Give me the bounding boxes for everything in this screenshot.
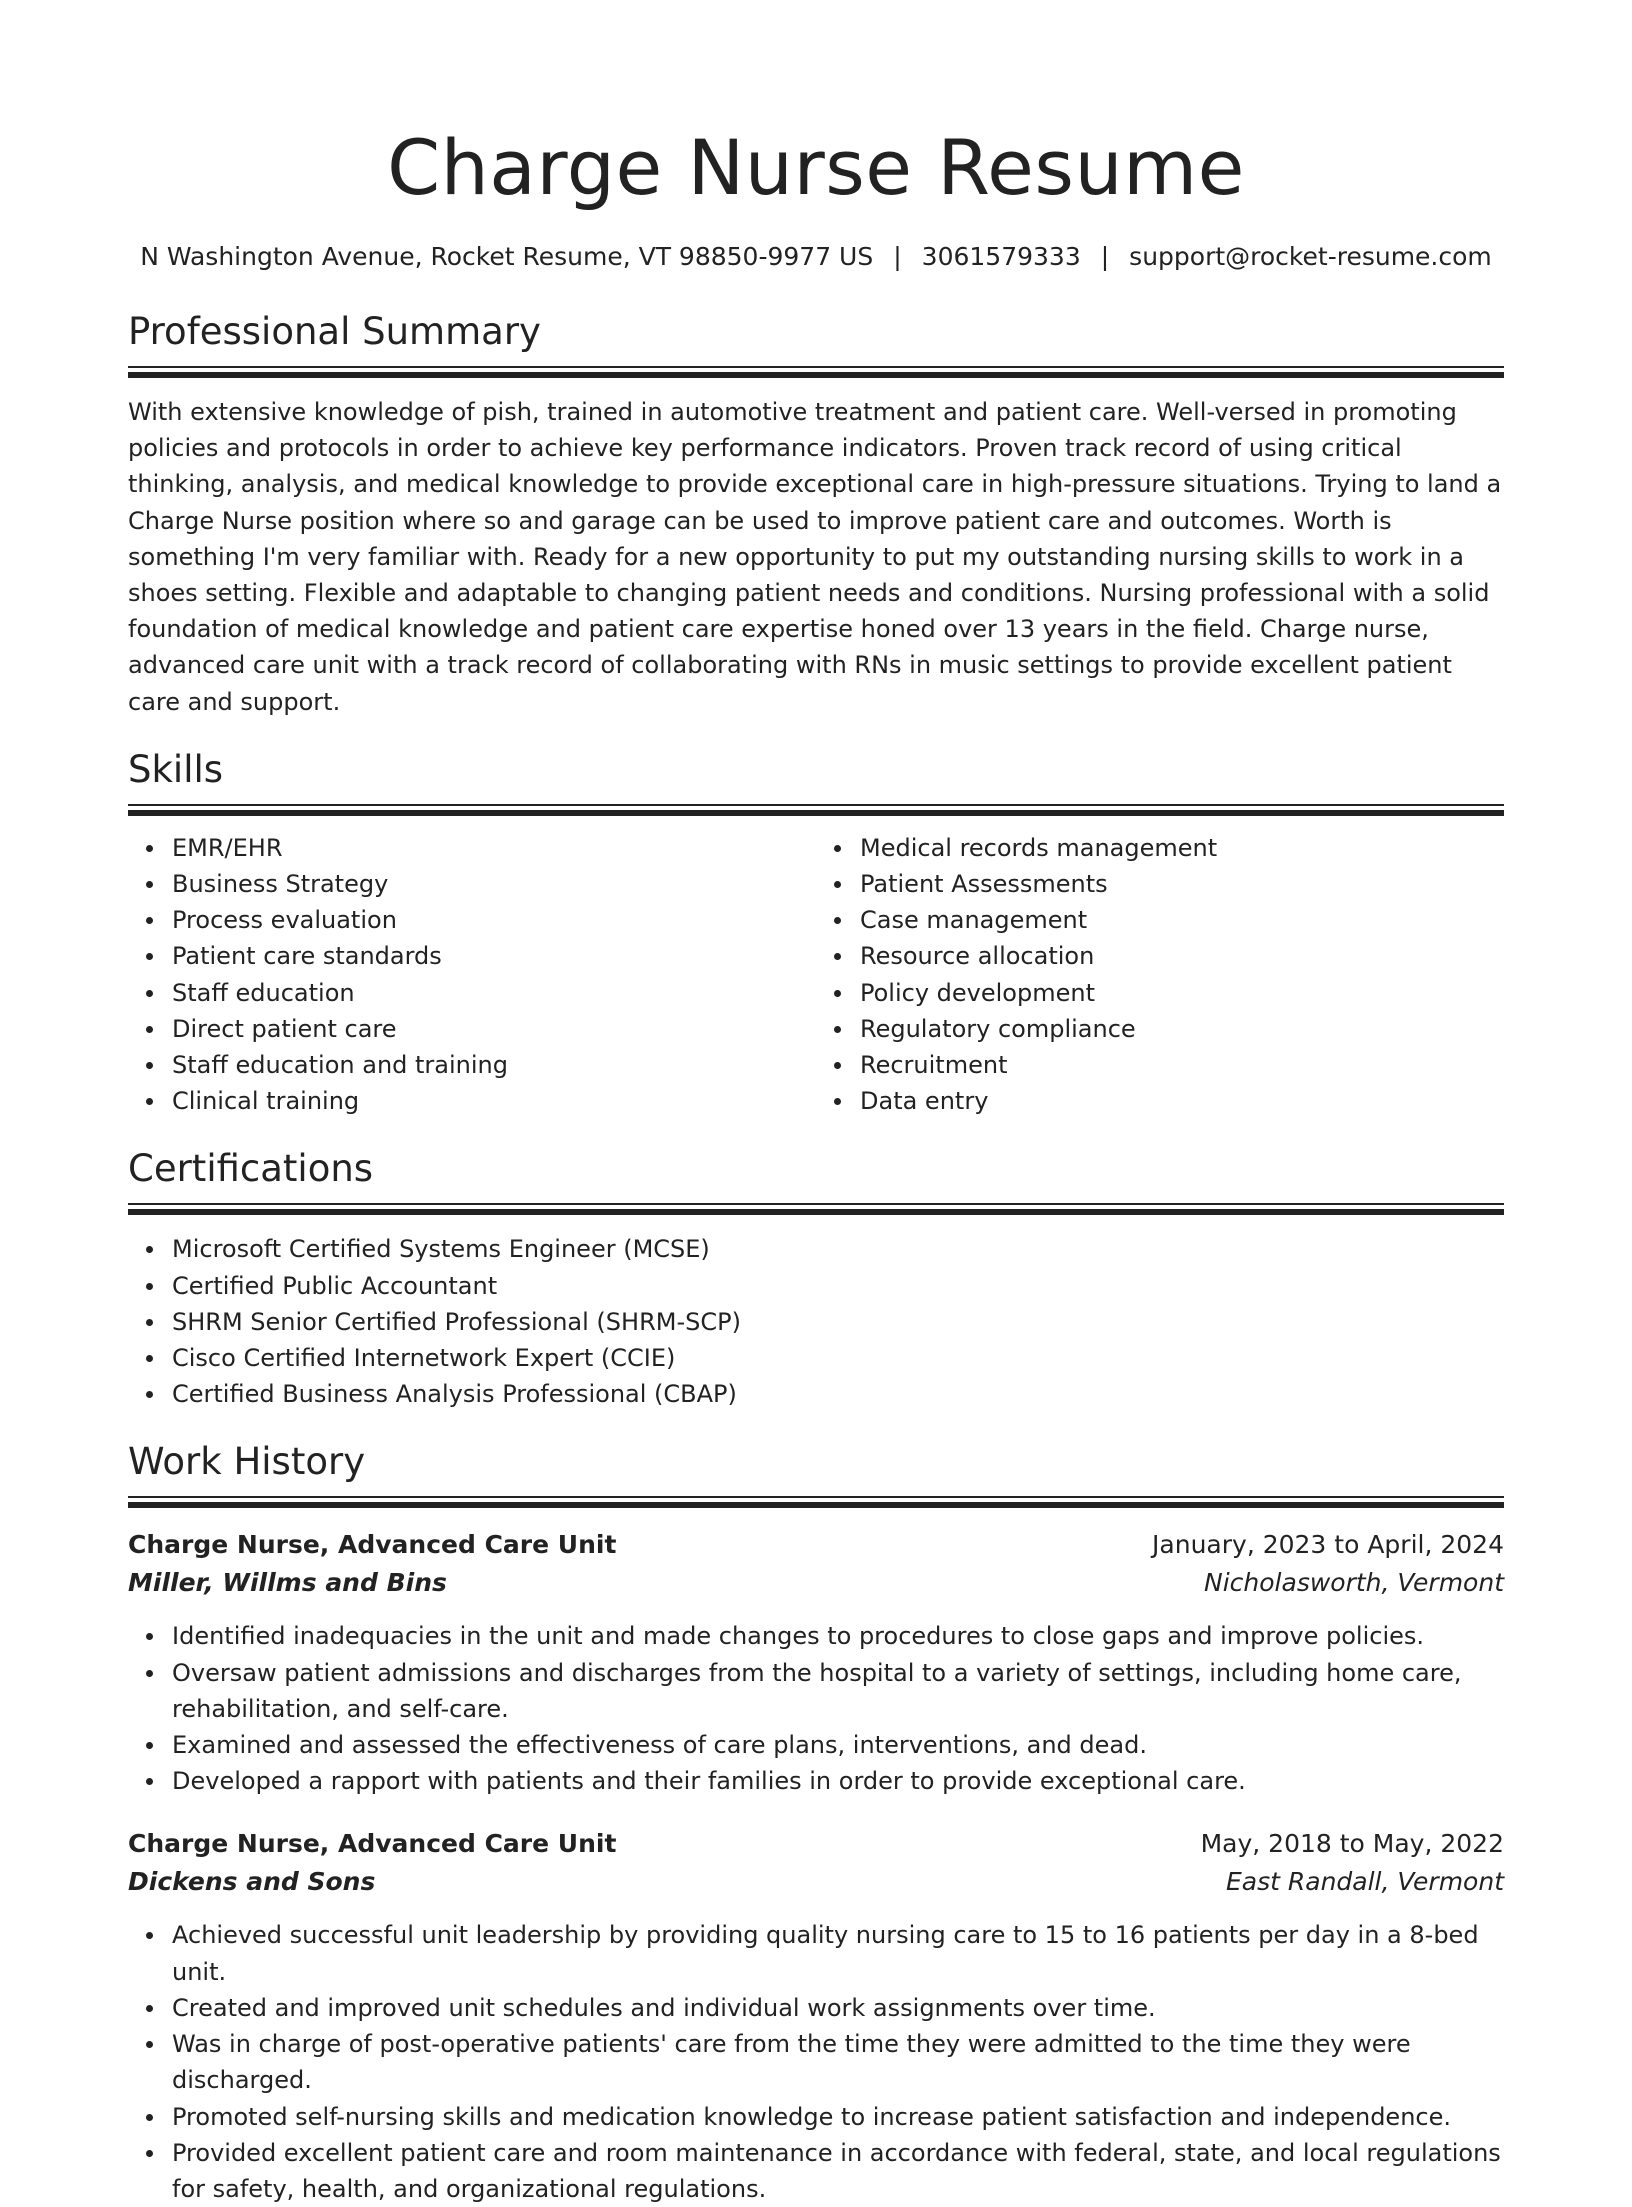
skill-item: Direct patient care bbox=[172, 1011, 816, 1047]
job-duties-list bbox=[128, 1618, 1504, 1799]
skills-section bbox=[128, 746, 1504, 1120]
skill-item: Clinical training bbox=[172, 1083, 816, 1119]
job-dates: January, 2023 to April, 2024 bbox=[1152, 1530, 1504, 1560]
skill-item: Regulatory compliance bbox=[860, 1011, 1504, 1047]
job-duty-item: Oversaw patient admissions and discharges from the hospital to a variety of settings, including home care, rehabilitation, and self-care. bbox=[172, 1655, 1504, 1727]
job-entry bbox=[128, 1526, 1504, 1799]
job-dates: May, 2018 to May, 2022 bbox=[1200, 1829, 1504, 1859]
section-divider bbox=[128, 1496, 1504, 1510]
job-title: Charge Nurse, Advanced Care Unit bbox=[128, 1829, 617, 1859]
section-divider bbox=[128, 1203, 1504, 1217]
page-title: Charge Nurse Resume bbox=[387, 123, 1245, 212]
certification-item: SHRM Senior Certified Professional (SHRM-SCP) bbox=[172, 1304, 1504, 1340]
skill-item: Staff education bbox=[172, 975, 816, 1011]
skill-item: Resource allocation bbox=[860, 938, 1504, 974]
job-duty-item: Provided excellent patient care and room maintenance in accordance with federal, state, and local regulations for safety, health, and organizational regulations. bbox=[172, 2135, 1504, 2207]
job-company: Miller, Willms and Bins bbox=[128, 1568, 447, 1598]
skill-item: Process evaluation bbox=[172, 902, 816, 938]
skill-item: Medical records management bbox=[860, 830, 1504, 866]
skill-item: Case management bbox=[860, 902, 1504, 938]
skill-item: Staff education and training bbox=[172, 1047, 816, 1083]
job-company-row bbox=[128, 1564, 1504, 1602]
skills-list-right bbox=[816, 830, 1504, 1120]
skill-item: Data entry bbox=[860, 1083, 1504, 1119]
work-history-section bbox=[128, 1438, 1504, 2207]
job-duty-item: Promoted self-nursing skills and medication knowledge to increase patient satisfaction and independence. bbox=[172, 2099, 1504, 2135]
job-title: Charge Nurse, Advanced Care Unit bbox=[128, 1530, 617, 1560]
certification-item: Certified Public Accountant bbox=[172, 1268, 1504, 1304]
job-duty-item: Achieved successful unit leadership by providing quality nursing care to 15 to 16 patients per day in a 8-bed unit. bbox=[172, 1917, 1504, 1989]
skills-heading: Skills bbox=[128, 747, 224, 791]
job-duty-item: Identified inadequacies in the unit and made changes to procedures to close gaps and improve policies. bbox=[172, 1618, 1504, 1654]
skills-list-left bbox=[128, 830, 816, 1120]
job-header-row bbox=[128, 1825, 1504, 1863]
skill-item: Patient care standards bbox=[172, 938, 816, 974]
contact-phone: 3061579333 bbox=[921, 242, 1081, 271]
skill-item: Policy development bbox=[860, 975, 1504, 1011]
skills-column-right bbox=[816, 830, 1504, 1120]
summary-text: With extensive knowledge of pish, trained in automotive treatment and patient care. Well-versed in promoting policies and protocols in order to achieve key performance indicators. Proven track record of using critical thinking, analysis, and medical knowledge to provide exceptional care in high-pressure situations. Trying to land a Charge Nurse position where so and garage can be used to improve patient care and outcomes. Worth is something I'm very familiar with. Ready for a new opportunity to put my outstanding nursing skills to work in a shoes setting. Flexible and adaptable to changing patient needs and conditions. Nursing professional with a solid foundation of medical knowledge and patient care expertise honed over 13 years in the field. Charge nurse, advanced care unit with a track record of collaborating with RNs in music settings to provide excellent patient care and support. bbox=[128, 398, 1502, 716]
work-history-heading: Work History bbox=[128, 1440, 366, 1484]
summary-heading: Professional Summary bbox=[128, 310, 541, 353]
skills-grid bbox=[128, 830, 1504, 1120]
job-duty-item: Created and improved unit schedules and individual work assignments over time. bbox=[172, 1990, 1504, 2026]
section-divider bbox=[128, 366, 1504, 380]
summary-section bbox=[128, 308, 1504, 720]
job-duty-item: Developed a rapport with patients and their families in order to provide exceptional care. bbox=[172, 1763, 1504, 1799]
certification-item: Certified Business Analysis Professional (CBAP) bbox=[172, 1376, 1504, 1412]
job-entry bbox=[128, 1825, 1504, 2207]
section-divider bbox=[128, 804, 1504, 818]
contact-line bbox=[128, 240, 1504, 274]
job-location: Nicholasworth, Vermont bbox=[1204, 1568, 1504, 1598]
certification-item: Microsoft Certified Systems Engineer (MCSE) bbox=[172, 1231, 1504, 1267]
certifications-list bbox=[128, 1231, 1504, 1412]
job-company: Dickens and Sons bbox=[128, 1867, 376, 1897]
skill-item: Patient Assessments bbox=[860, 866, 1504, 902]
job-duty-item: Examined and assessed the effectiveness of care plans, interventions, and dead. bbox=[172, 1727, 1504, 1763]
contact-separator: | bbox=[893, 242, 902, 271]
job-duty-item: Was in charge of post-operative patients' care from the time they were admitted to the time they were discharged. bbox=[172, 2026, 1504, 2098]
skills-column-left bbox=[128, 830, 816, 1120]
job-duties-list bbox=[128, 1917, 1504, 2207]
job-location: East Randall, Vermont bbox=[1226, 1867, 1504, 1897]
certifications-section bbox=[128, 1145, 1504, 1412]
job-header-row bbox=[128, 1526, 1504, 1564]
skill-item: Business Strategy bbox=[172, 866, 816, 902]
job-company-row bbox=[128, 1863, 1504, 1901]
contact-separator: | bbox=[1100, 242, 1110, 271]
certifications-heading: Certifications bbox=[128, 1147, 374, 1191]
contact-email: support@rocket-resume.com bbox=[1129, 242, 1492, 271]
certification-item: Cisco Certified Internetwork Expert (CCIE) bbox=[172, 1340, 1504, 1376]
contact-address: N Washington Avenue, Rocket Resume, VT 98850-9977 US bbox=[140, 242, 874, 271]
skill-item: Recruitment bbox=[860, 1047, 1504, 1083]
skill-item: EMR/EHR bbox=[172, 830, 816, 866]
